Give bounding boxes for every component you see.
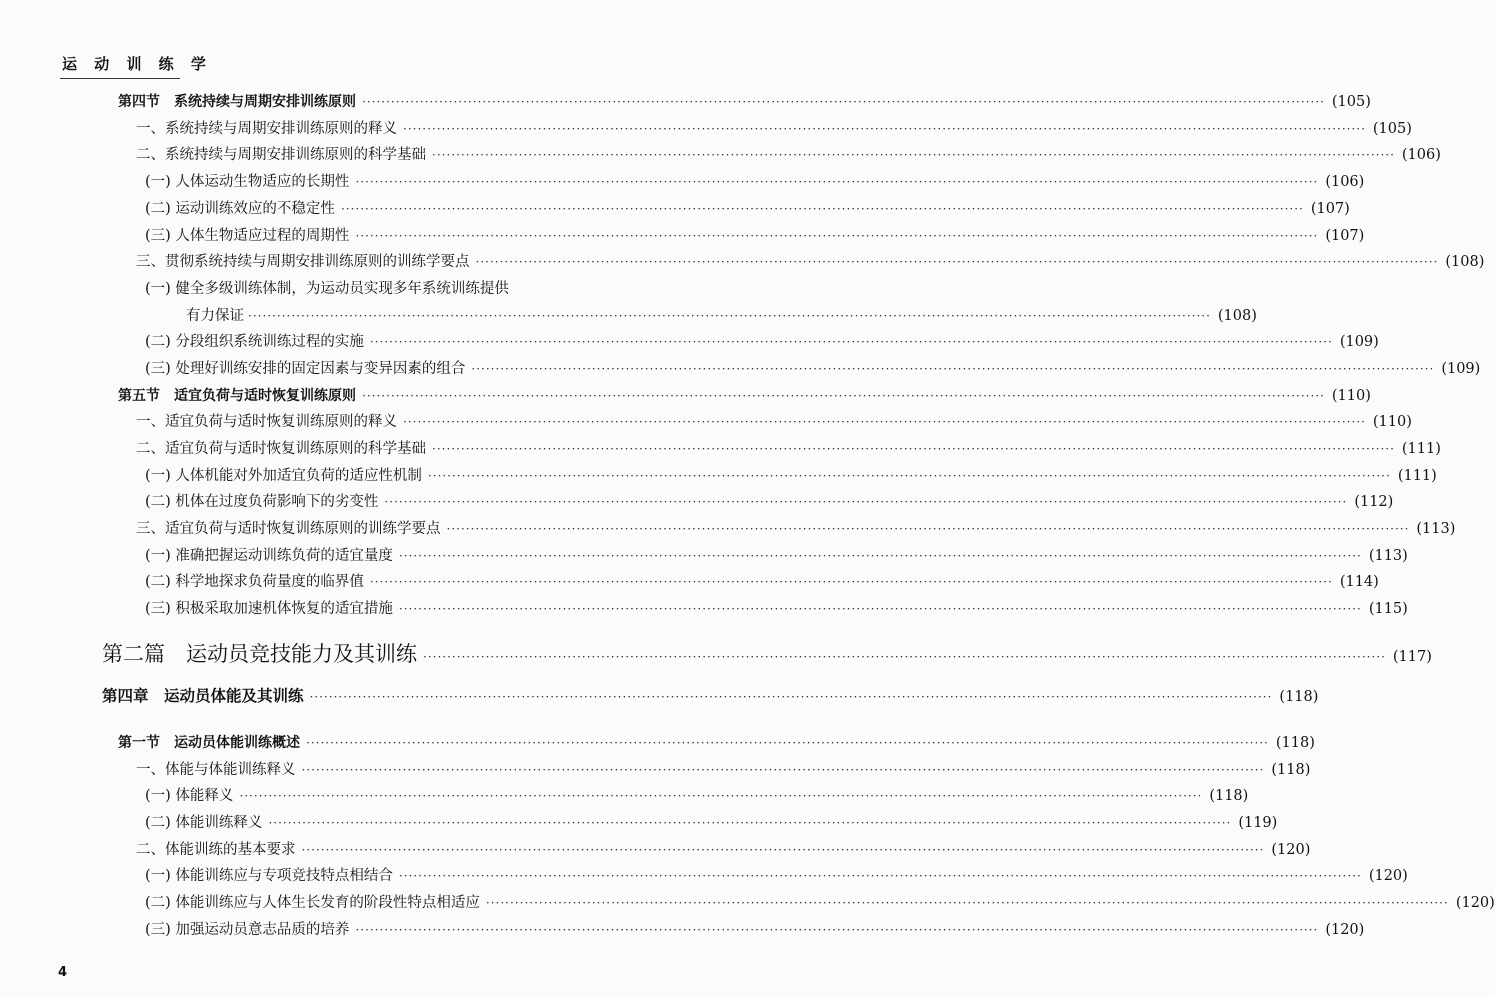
toc-entry-page: (118) xyxy=(1275,735,1315,751)
toc-entry xyxy=(118,386,1371,406)
toc-entry-title: (二) 科学地探求负荷量度的临界值 xyxy=(145,574,364,590)
toc-entry-page: (120) xyxy=(1271,842,1311,858)
dot-leader: ········································································································································································································ xyxy=(355,923,1319,937)
toc-entry-title: 第一节 运动员体能训练概述 xyxy=(118,735,300,751)
toc-entry xyxy=(145,813,1278,833)
toc-entry-title: (三) 人体生物适应过程的周期性 xyxy=(145,228,350,244)
toc-entry-page: (113) xyxy=(1368,548,1408,564)
toc-entry xyxy=(145,866,1408,886)
toc-entry-page: (118) xyxy=(1279,689,1319,705)
header-rule xyxy=(60,78,180,79)
toc-entry-page: (109) xyxy=(1339,334,1379,350)
toc-entry-title: 有力保证 xyxy=(186,308,244,324)
toc-entry-title: (二) 分段组织系统训练过程的实施 xyxy=(145,334,364,350)
toc-entry xyxy=(145,786,1249,806)
dot-leader: ········································································································································································································ xyxy=(398,869,1362,883)
toc-entry xyxy=(145,572,1379,592)
toc-entry xyxy=(145,359,1481,379)
toc-entry-page: (105) xyxy=(1372,121,1412,137)
toc-entry-title: (二) 机体在过度负荷影响下的劣变性 xyxy=(145,494,379,510)
toc-entry xyxy=(145,920,1365,940)
dot-leader: ········································································································································································································ xyxy=(239,789,1203,803)
toc-entry xyxy=(145,893,1495,913)
toc-entry xyxy=(136,760,1311,780)
dot-leader: ········································································································································································································ xyxy=(427,469,1391,483)
toc-entry-page: (118) xyxy=(1271,762,1311,778)
toc-entry-title: (一) 人体运动生物适应的长期性 xyxy=(145,174,350,190)
dot-leader: ········································································································································································································ xyxy=(446,522,1410,536)
dot-leader: ········································································································································································································ xyxy=(432,148,1395,162)
toc-entry-title: (三) 积极采取加速机体恢复的适宜措施 xyxy=(145,601,393,617)
toc-entry-page: (115) xyxy=(1368,601,1408,617)
toc-entry-page: (108) xyxy=(1217,308,1257,324)
toc-entry-page: (106) xyxy=(1401,147,1441,163)
toc-entry xyxy=(145,599,1408,619)
toc-entry xyxy=(136,412,1412,432)
page-number: 4 xyxy=(58,965,68,980)
toc-entry xyxy=(145,279,657,299)
dot-leader: ········································································································································································································ xyxy=(398,549,1362,563)
dot-leader: ········································································································································································································ xyxy=(369,575,1333,589)
dot-leader: ········································································································································································································ xyxy=(432,442,1395,456)
toc-entry-title: (二) 运动训练效应的不稳定性 xyxy=(145,201,335,217)
dot-leader: ········································································································································································································ xyxy=(301,843,1265,857)
dot-leader: ········································································································································································································ xyxy=(403,415,1366,429)
toc-entry xyxy=(145,226,1365,246)
toc-entry-page: (111) xyxy=(1397,468,1437,484)
dot-leader: ········································································································································································································ xyxy=(471,362,1435,376)
toc-entry-title: 第二篇 运动员竞技能力及其训练 xyxy=(102,642,417,666)
toc-entry xyxy=(136,840,1311,860)
toc-entry-title: 第四节 系统持续与周期安排训练原则 xyxy=(118,94,356,110)
toc-entry-page: (120) xyxy=(1325,922,1365,938)
toc-entry xyxy=(145,466,1437,486)
toc-entry-title: (一) 体能训练应与专项竞技特点相结合 xyxy=(145,868,393,884)
toc-entry-title: 二、适宜负荷与适时恢复训练原则的科学基础 xyxy=(136,441,426,457)
toc-entry-title: (一) 体能释义 xyxy=(145,788,234,804)
toc-entry-page: (110) xyxy=(1372,414,1412,430)
toc-entry-page: (120) xyxy=(1368,868,1408,884)
toc-entry-page: (120) xyxy=(1455,895,1495,911)
toc-entry-title: 二、系统持续与周期安排训练原则的科学基础 xyxy=(136,147,426,163)
dot-leader: ········································································································································································································ xyxy=(403,122,1366,136)
dot-leader: ········································································································································································································ xyxy=(398,602,1362,616)
toc-entry-title: 第四章 运动员体能及其训练 xyxy=(102,687,304,705)
toc-entry-title: 二、体能训练的基本要求 xyxy=(136,842,296,858)
toc-entry xyxy=(102,640,1432,671)
dot-leader: ········································································································································································································ xyxy=(362,389,1325,403)
toc-entry-page: (117) xyxy=(1392,649,1432,665)
toc-entry-page: (113) xyxy=(1416,521,1456,537)
toc-entry xyxy=(145,172,1365,192)
dot-leader: ········································································································································································································ xyxy=(306,736,1269,750)
toc-entry-page: (114) xyxy=(1339,574,1379,590)
toc-entry-page: (107) xyxy=(1325,228,1365,244)
dot-leader: ········································································································································································································ xyxy=(301,763,1265,777)
toc-entry-page: (118) xyxy=(1209,788,1249,804)
dot-leader: ········································································································································································································ xyxy=(475,255,1439,269)
toc-entry-title: 一、体能与体能训练释义 xyxy=(136,762,296,778)
toc-entry-title: (一) 人体机能对外加适宜负荷的适应性机制 xyxy=(145,468,422,484)
toc-entry xyxy=(102,686,1319,707)
toc-entry xyxy=(145,199,1350,219)
toc-entry-title: (三) 处理好训练安排的固定因素与变异因素的组合 xyxy=(145,361,466,377)
dot-leader: ········································································································································································································ xyxy=(423,650,1386,664)
dot-leader: ········································································································································································································ xyxy=(268,816,1232,830)
toc-entry xyxy=(136,119,1412,139)
toc-entry-page: (108) xyxy=(1445,254,1485,270)
toc-entry-title: (三) 加强运动员意志品质的培养 xyxy=(145,922,350,938)
dot-leader: ········································································································································································································ xyxy=(340,202,1304,216)
toc-entry xyxy=(136,145,1441,165)
toc-entry xyxy=(145,332,1379,352)
dot-leader: ········································································································································································································ xyxy=(369,335,1333,349)
toc-entry-page: (112) xyxy=(1354,494,1394,510)
toc-entry-page: (119) xyxy=(1238,815,1278,831)
toc-entry-page: (107) xyxy=(1310,201,1350,217)
toc-entry xyxy=(145,546,1408,566)
toc-entry xyxy=(118,733,1315,753)
toc-entry xyxy=(136,519,1456,539)
dot-leader: ········································································································································································································ xyxy=(355,229,1319,243)
toc-entry-page: (105) xyxy=(1331,94,1371,110)
toc-entry-page: (111) xyxy=(1401,441,1441,457)
toc-entry-page: (106) xyxy=(1325,174,1365,190)
toc-entry xyxy=(118,92,1371,112)
dot-leader: ········································································································································································································ xyxy=(362,95,1325,109)
toc-entry-title: 三、贯彻系统持续与周期安排训练原则的训练学要点 xyxy=(136,254,470,270)
toc-entry-title: 一、适宜负荷与适时恢复训练原则的释义 xyxy=(136,414,397,430)
toc-entry xyxy=(136,252,1485,272)
toc-entry xyxy=(186,306,1257,326)
toc-entry-title: (一) 准确把握运动训练负荷的适宜量度 xyxy=(145,548,393,564)
toc-entry-title: (二) 体能训练应与人体生长发育的阶段性特点相适应 xyxy=(145,895,480,911)
toc-entry-page: (110) xyxy=(1331,388,1371,404)
toc-entry-title: (一) 健全多级训练体制，为运动员实现多年系统训练提供 xyxy=(145,281,509,297)
toc-entry xyxy=(136,439,1441,459)
toc-entry-title: 第五节 适宜负荷与适时恢复训练原则 xyxy=(118,388,356,404)
toc-entry-title: (二) 体能训练释义 xyxy=(145,815,263,831)
toc-entry-title: 一、系统持续与周期安排训练原则的释义 xyxy=(136,121,397,137)
dot-leader: ········································································································································································································ xyxy=(355,175,1319,189)
toc-entry-page: (109) xyxy=(1441,361,1481,377)
toc-entry-title: 三、适宜负荷与适时恢复训练原则的训练学要点 xyxy=(136,521,441,537)
dot-leader: ········································································································································································································ xyxy=(248,309,1211,323)
dot-leader: ········································································································································································································ xyxy=(309,690,1273,704)
running-header: 运 动 训 练 学 xyxy=(62,55,212,73)
dot-leader: ········································································································································································································ xyxy=(485,896,1449,910)
dot-leader: ········································································································································································································ xyxy=(384,495,1348,509)
toc-entry xyxy=(145,492,1394,512)
